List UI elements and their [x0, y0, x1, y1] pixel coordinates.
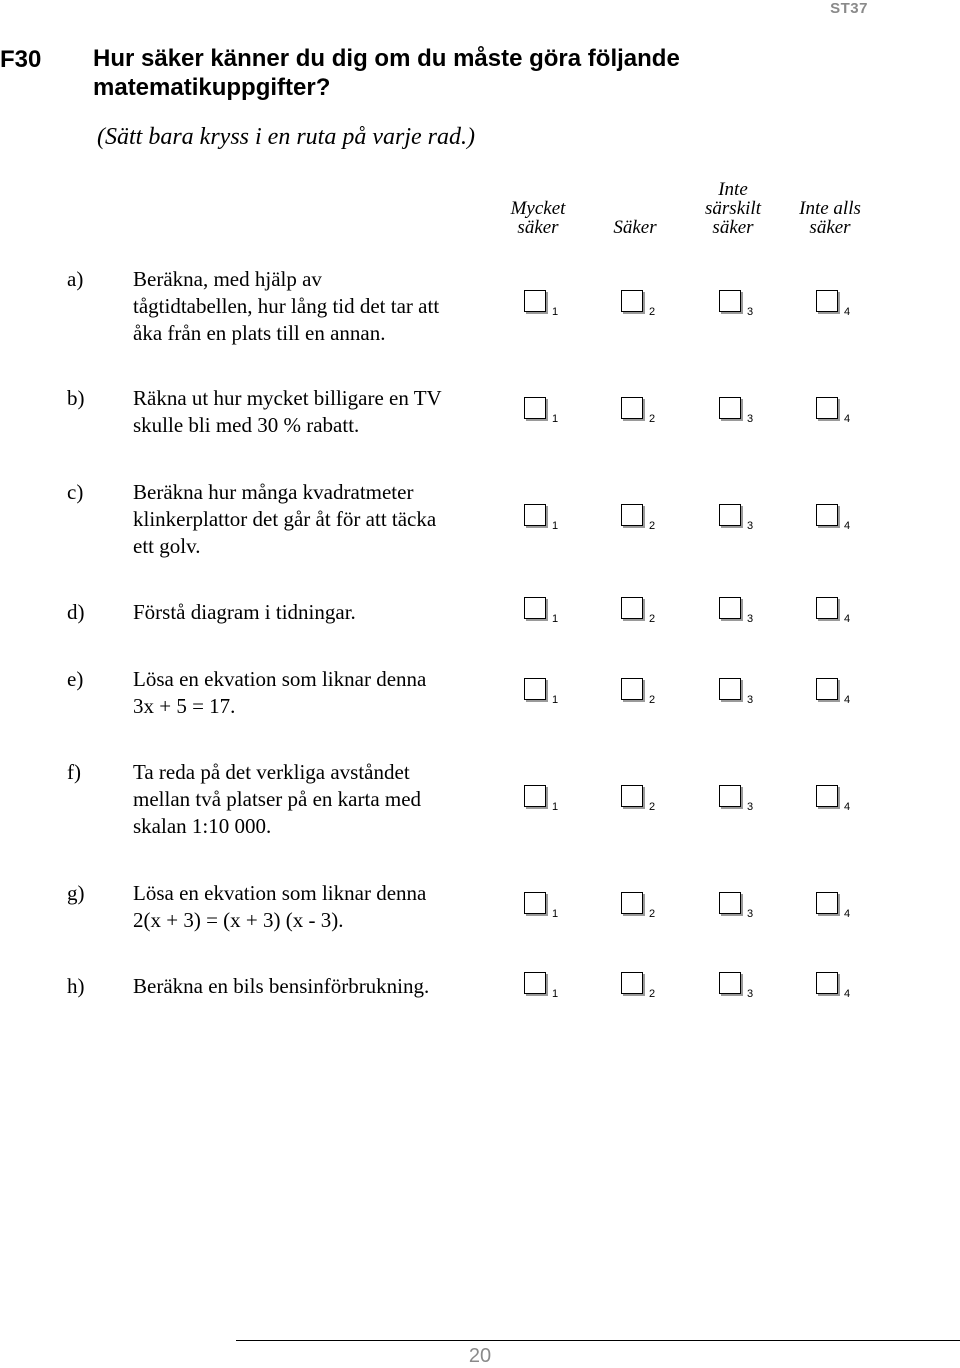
- option-number: 1: [552, 694, 559, 706]
- checkbox-square[interactable]: [816, 504, 838, 526]
- checkbox-square[interactable]: [816, 290, 838, 312]
- option-number: 4: [844, 801, 851, 813]
- option-1-checkbox[interactable]: [524, 597, 564, 627]
- checkbox-square[interactable]: [719, 597, 741, 619]
- option-2-checkbox[interactable]: [621, 678, 661, 708]
- checkbox-square[interactable]: [719, 290, 741, 312]
- option-3-checkbox[interactable]: [719, 678, 759, 708]
- option-1-checkbox[interactable]: [524, 785, 564, 815]
- item-text: [133, 973, 513, 1000]
- option-3-checkbox[interactable]: [719, 504, 759, 534]
- item-text-line: Förstå diagram i tidningar.: [133, 600, 356, 624]
- option-4-checkbox[interactable]: [816, 504, 856, 534]
- option-number: 1: [552, 908, 559, 920]
- option-number: 1: [552, 520, 559, 532]
- option-3-checkbox[interactable]: [719, 972, 759, 1002]
- option-number: 1: [552, 613, 559, 625]
- instruction-text: (Sätt bara kryss i en ruta på varje rad.): [97, 124, 475, 150]
- option-1-checkbox[interactable]: [524, 678, 564, 708]
- option-number: 2: [649, 520, 656, 532]
- footer-rule: [236, 1340, 960, 1341]
- option-2-checkbox[interactable]: [621, 597, 661, 627]
- checkbox-square[interactable]: [524, 785, 546, 807]
- option-number: 1: [552, 306, 559, 318]
- option-number: 4: [844, 908, 851, 920]
- option-4-checkbox[interactable]: [816, 972, 856, 1002]
- option-2-checkbox[interactable]: [621, 892, 661, 922]
- option-number: 2: [649, 613, 656, 625]
- item-text-line: mellan två platser på en karta med: [133, 787, 422, 811]
- checkbox-square[interactable]: [719, 678, 741, 700]
- option-2-checkbox[interactable]: [621, 504, 661, 534]
- option-3-checkbox[interactable]: [719, 892, 759, 922]
- checkbox-square[interactable]: [719, 892, 741, 914]
- option-number: 3: [747, 520, 754, 532]
- checkbox-square[interactable]: [621, 397, 643, 419]
- option-1-checkbox[interactable]: [524, 504, 564, 534]
- option-number: 3: [747, 306, 754, 318]
- option-1-checkbox[interactable]: [524, 397, 564, 427]
- item-letter: d): [67, 600, 85, 624]
- checkbox-square[interactable]: [524, 597, 546, 619]
- question-number: F30: [0, 46, 42, 73]
- checkbox-square[interactable]: [524, 397, 546, 419]
- option-4-checkbox[interactable]: [816, 597, 856, 627]
- checkbox-square[interactable]: [621, 972, 643, 994]
- option-4-checkbox[interactable]: [816, 397, 856, 427]
- option-number: 2: [649, 694, 656, 706]
- option-4-checkbox[interactable]: [816, 678, 856, 708]
- checkbox-square[interactable]: [719, 504, 741, 526]
- item-text-line: Beräkna, med hjälp av: [133, 267, 322, 291]
- checkbox-square[interactable]: [621, 597, 643, 619]
- option-number: 3: [747, 613, 754, 625]
- item-text-line: Räkna ut hur mycket billigare en TV: [133, 386, 442, 410]
- column-header-line: särskilt: [705, 198, 761, 219]
- item-letter: g): [67, 881, 85, 905]
- option-2-checkbox[interactable]: [621, 972, 661, 1002]
- checkbox-square[interactable]: [719, 972, 741, 994]
- checkbox-square[interactable]: [621, 785, 643, 807]
- option-number: 3: [747, 413, 754, 425]
- option-4-checkbox[interactable]: [816, 290, 856, 320]
- item-text-line: Beräkna hur många kvadratmeter: [133, 480, 414, 504]
- option-3-checkbox[interactable]: [719, 785, 759, 815]
- checkbox-square[interactable]: [816, 678, 838, 700]
- item-text-line: Beräkna en bils bensinförbrukning.: [133, 974, 430, 998]
- option-number: 2: [649, 413, 656, 425]
- item-text: [133, 479, 513, 560]
- checkbox-square[interactable]: [719, 785, 741, 807]
- option-number: 3: [747, 988, 754, 1000]
- checkbox-square[interactable]: [816, 397, 838, 419]
- column-header-line: säker: [712, 217, 754, 238]
- column-header-line: Inte alls: [799, 198, 861, 219]
- item-letter: f): [67, 760, 81, 784]
- item-text-line: ett golv.: [133, 534, 201, 558]
- item-text-line: åka från en plats till en annan.: [133, 321, 386, 345]
- checkbox-square[interactable]: [524, 678, 546, 700]
- option-number: 1: [552, 801, 559, 813]
- item-letter: h): [67, 974, 85, 998]
- checkbox-square[interactable]: [621, 678, 643, 700]
- item-text: [133, 385, 513, 439]
- option-number: 4: [844, 306, 851, 318]
- item-text: [133, 666, 513, 720]
- checkbox-square[interactable]: [816, 892, 838, 914]
- question-title: Hur säker känner du dig om du måste göra följande matematikuppgifter?: [93, 45, 680, 101]
- column-header-1: [488, 199, 588, 237]
- option-1-checkbox[interactable]: [524, 290, 564, 320]
- checkbox-square[interactable]: [524, 504, 546, 526]
- option-number: 1: [552, 413, 559, 425]
- option-number: 4: [844, 988, 851, 1000]
- option-number: 2: [649, 988, 656, 1000]
- column-header-3: [683, 180, 783, 237]
- item-letter: a): [67, 267, 84, 291]
- option-number: 2: [649, 801, 656, 813]
- column-header-line: Säker: [613, 217, 657, 238]
- item-text-line: Lösa en ekvation som liknar denna: [133, 881, 427, 905]
- option-number: 3: [747, 801, 754, 813]
- column-header-2: [585, 218, 685, 237]
- column-header-line: Mycket: [510, 198, 566, 219]
- checkbox-square[interactable]: [524, 892, 546, 914]
- form-code: ST37: [830, 0, 868, 17]
- column-header-line: säker: [517, 217, 559, 238]
- column-header-line: Inte: [718, 179, 748, 200]
- item-text-line: klinkerplattor det går åt för att täcka: [133, 507, 437, 531]
- item-text-line: 3x + 5 = 17.: [133, 694, 236, 718]
- item-text-line: skulle bli med 30 % rabatt.: [133, 413, 360, 437]
- item-letter: b): [67, 386, 85, 410]
- column-header-4: [780, 199, 880, 237]
- option-3-checkbox[interactable]: [719, 597, 759, 627]
- item-text: [133, 759, 513, 840]
- option-number: 2: [649, 306, 656, 318]
- checkbox-square[interactable]: [621, 290, 643, 312]
- item-text: [133, 266, 513, 347]
- option-number: 4: [844, 520, 851, 532]
- checkbox-square[interactable]: [621, 504, 643, 526]
- item-letter: c): [67, 480, 84, 504]
- page-number: 20: [468, 1345, 492, 1367]
- item-text-line: Ta reda på det verkliga avståndet: [133, 760, 410, 784]
- checkbox-square[interactable]: [816, 597, 838, 619]
- item-text: [133, 880, 513, 934]
- checkbox-square[interactable]: [816, 785, 838, 807]
- option-number: 1: [552, 988, 559, 1000]
- option-number: 4: [844, 413, 851, 425]
- checkbox-square[interactable]: [719, 397, 741, 419]
- option-4-checkbox[interactable]: [816, 892, 856, 922]
- checkbox-square[interactable]: [816, 972, 838, 994]
- item-text-line: skalan 1:10 000.: [133, 814, 272, 838]
- column-header-line: säker: [809, 217, 851, 238]
- item-text-line: 2(x + 3) = (x + 3) (x - 3).: [133, 908, 344, 932]
- option-1-checkbox[interactable]: [524, 972, 564, 1002]
- option-number: 3: [747, 694, 754, 706]
- option-2-checkbox[interactable]: [621, 785, 661, 815]
- option-1-checkbox[interactable]: [524, 892, 564, 922]
- item-text-line: Lösa en ekvation som liknar denna: [133, 667, 427, 691]
- option-number: 2: [649, 908, 656, 920]
- checkbox-square[interactable]: [524, 290, 546, 312]
- option-4-checkbox[interactable]: [816, 785, 856, 815]
- checkbox-square[interactable]: [524, 972, 546, 994]
- option-3-checkbox[interactable]: [719, 397, 759, 427]
- checkbox-square[interactable]: [621, 892, 643, 914]
- item-text: [133, 599, 513, 626]
- option-number: 3: [747, 908, 754, 920]
- option-number: 4: [844, 694, 851, 706]
- option-2-checkbox[interactable]: [621, 397, 661, 427]
- item-letter: e): [67, 667, 84, 691]
- option-3-checkbox[interactable]: [719, 290, 759, 320]
- option-number: 4: [844, 613, 851, 625]
- item-text-line: tågtidtabellen, hur lång tid det tar att: [133, 294, 440, 318]
- option-2-checkbox[interactable]: [621, 290, 661, 320]
